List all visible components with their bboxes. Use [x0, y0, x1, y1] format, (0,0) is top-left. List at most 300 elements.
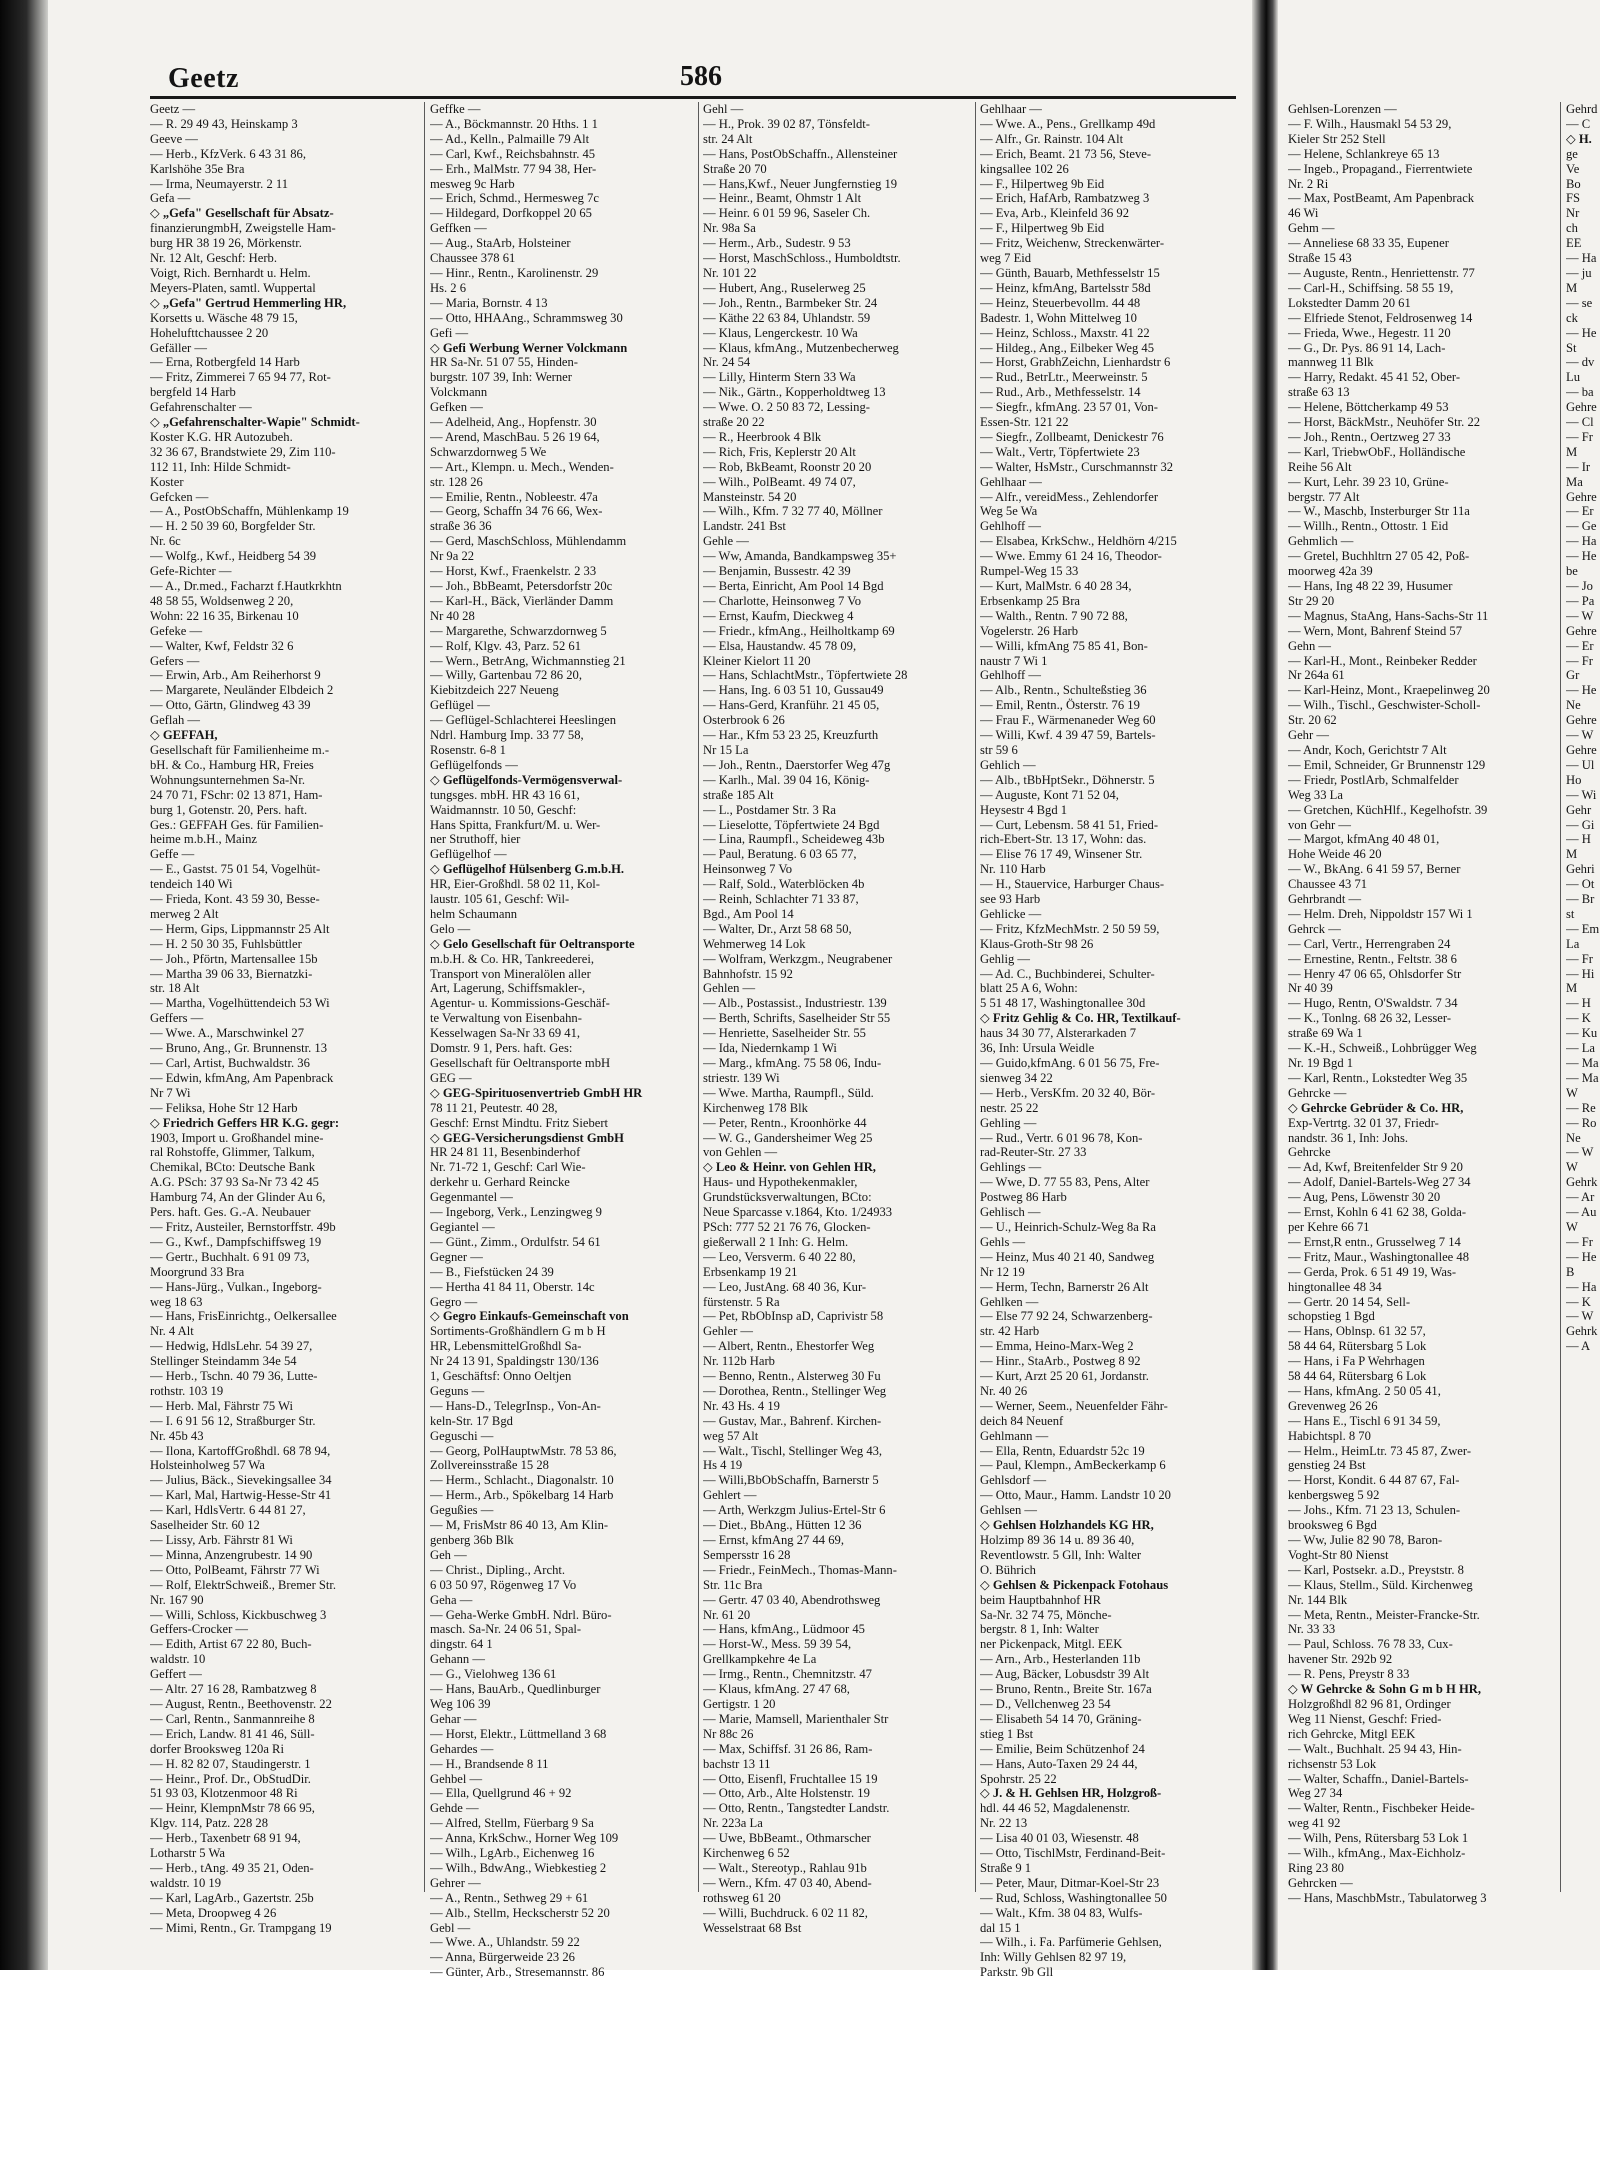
directory-entry-line: stieg 1 Bst [980, 1726, 1034, 1741]
directory-entry-line: — Elsa, Haustandw. 45 78 09, [703, 638, 857, 653]
directory-entry-line: 51 93 03, Klotzenmoor 48 Ri [150, 1786, 298, 1801]
directory-entry-line: — Rolf, Klgv. 43, Parz. 52 61 [430, 638, 581, 653]
directory-entry-line: — Arn., Arb., Hesterlanden 11b [980, 1652, 1141, 1667]
directory-entry-line: dorfer Brooksweg 120a Ri [150, 1741, 284, 1756]
directory-entry-line: Gefeke — [150, 623, 203, 638]
directory-entry-line: — H., Prok. 39 02 87, Tönsfeldt- [703, 116, 870, 131]
directory-entry-line: Nr. 71-72 1, Geschf: Carl Wie- [430, 1160, 586, 1175]
directory-entry-line: — Em [1566, 921, 1600, 936]
directory-entry-line: Gehrer — [430, 1875, 481, 1890]
directory-entry-line: str. 128 26 [430, 474, 483, 489]
directory-entry-line: Geetz — [150, 102, 196, 116]
directory-entry-line: — Fr [1566, 951, 1593, 966]
directory-entry-line: — Otto, TischlMstr, Ferdinand-Beit- [980, 1846, 1166, 1861]
directory-entry-line: Nr. 12 Alt, Geschf: Herb. [150, 251, 277, 266]
directory-entry-line: straße 20 22 [703, 415, 765, 430]
directory-entry-line: La [1566, 936, 1580, 951]
directory-entry-line: — Ot [1566, 877, 1595, 892]
directory-entry-line: Geffe — [150, 847, 195, 862]
column-rule [1560, 102, 1561, 1892]
directory-entry-line: Gehre [1566, 713, 1597, 728]
directory-entry-line: — Fr [1566, 429, 1593, 444]
directory-entry-line: Parkstr. 9b Gll [980, 1965, 1054, 1980]
directory-entry-line: — Rud, Schloss, Washingtonallee 50 [980, 1890, 1167, 1905]
directory-entry-line: Holsteinholweg 57 Wa [150, 1458, 265, 1473]
directory-entry-line: — Paul, Schloss. 76 78 33, Cux- [1288, 1637, 1453, 1652]
directory-entry-line: Reventlowstr. 5 Gll, Inh: Walter [980, 1547, 1142, 1562]
directory-entry-line: Weg 5e Wa [980, 504, 1038, 519]
directory-entry-line: Gehl — [703, 102, 744, 116]
directory-entry-line: Gehde — [430, 1801, 479, 1816]
directory-entry-line: Gehrcke [1288, 1145, 1331, 1160]
directory-entry-line: — Hans, BauArb., Quedlinburger [430, 1682, 601, 1697]
directory-entry-line: fürstenstr. 5 Ra [703, 1294, 780, 1309]
directory-entry-line: Holzimp 89 36 14 u. 89 36 40, [980, 1533, 1135, 1547]
directory-entry-line: — Horst, Kwf., Fraenkelstr. 2 33 [430, 564, 597, 579]
directory-entry-line: — Ernst, Kohln 6 41 62 38, Golda- [1288, 1205, 1467, 1220]
directory-entry-line: Erbsenkamp 25 Bra [980, 593, 1081, 608]
directory-entry-line: — Walt., Buchhalt. 25 94 43, Hin- [1288, 1741, 1462, 1756]
directory-entry-line: — Gerda, Prok. 6 51 49 19, Was- [1288, 1264, 1457, 1279]
directory-entry-line: — F., Hilpertweg 9b Eid [980, 176, 1105, 191]
directory-entry-line: bergstr. 8 1, Inh: Walter [980, 1622, 1099, 1637]
directory-entry-line: — Hans, Ing. 6 03 51 10, Gussau49 [703, 683, 884, 698]
directory-entry-line: M [1566, 280, 1578, 295]
directory-entry-line: Nr. 4 Alt [150, 1324, 194, 1339]
directory-entry-line: — Werner, Seem., Neuenfelder Fähr- [980, 1398, 1168, 1413]
directory-entry-line: — Gertr., Buchhalt. 6 91 09 73, [150, 1249, 310, 1264]
directory-entry-line: schopstieg 1 Bgd [1288, 1309, 1375, 1324]
directory-entry-line: Gesellschaft für Oeltransporte mbH [430, 1056, 611, 1070]
directory-entry-line: — Kurt, Arzt 25 20 61, Jordanstr. [980, 1369, 1149, 1384]
directory-entry-line: rad-Reuter-Str. 27 33 [980, 1145, 1087, 1160]
directory-entry-line: — Hertha 41 84 11, Oberstr. 14c [430, 1279, 595, 1294]
directory-entry-line: — Wwe. O. 2 50 83 72, Lessing- [703, 400, 870, 415]
directory-entry-line: Nr. 22 13 [980, 1816, 1028, 1831]
directory-entry-line: — Hans, i Fa P Wehrhagen [1288, 1354, 1425, 1369]
directory-entry-line: — Heinr, KlempnMstr 78 66 95, [150, 1801, 315, 1816]
directory-entry-line: tendeich 140 Wi [150, 877, 233, 892]
directory-entry-line: Gelo — [430, 921, 471, 936]
directory-entry-line: W [1566, 1160, 1578, 1175]
directory-entry-line: — Maria, Bornstr. 4 13 [430, 295, 548, 310]
directory-entry-line: — R. 29 49 43, Heinskamp 3 [150, 116, 298, 131]
directory-entry-line: Gefahrenschalter — [150, 400, 252, 415]
directory-entry-line: st [1566, 906, 1575, 921]
directory-entry-line: — F., Hilpertweg 9b Eid [980, 221, 1105, 236]
directory-entry-line: Gehls — [980, 1234, 1026, 1249]
directory-entry-line: — W. G., Gandersheimer Weg 25 [703, 1130, 873, 1145]
directory-entry-line: Holzgroßhdl 82 96 81, Ordinger [1288, 1696, 1451, 1711]
directory-entry-line: Bgd., Am Pool 14 [703, 906, 794, 921]
directory-entry-line: Str. 20 62 [1288, 713, 1337, 728]
directory-entry-line: — Walt., Stereotyp., Rahlau 91b [703, 1860, 867, 1875]
directory-entry-line: Moorgrund 33 Bra [150, 1264, 245, 1279]
page-number: 586 [680, 61, 722, 92]
directory-entry-line: — Klaus, Lengerckestr. 10 Wa [703, 325, 858, 340]
directory-entry-line: — Alfred, Stellm, Füerbarg 9 Sa [430, 1816, 594, 1831]
directory-entry-line: Gehlen — [703, 981, 756, 996]
directory-entry-line: — Walter, Schaffn., Daniel-Bartels- [1288, 1771, 1469, 1786]
directory-entry-line: — Benjamin, Bussestr. 42 39 [703, 564, 851, 579]
running-head: Geetz [168, 63, 239, 94]
directory-entry-line: — Lisa 40 01 03, Wiesenstr. 48 [980, 1831, 1139, 1846]
directory-entry-line: — Wilh., Tischl., Geschwister-Scholl- [1288, 698, 1481, 713]
directory-entry-line: Gehlhaar — [980, 102, 1042, 116]
directory-entry-line: — Karl, LagArb., Gazertstr. 25b [150, 1890, 314, 1905]
directory-entry-line: ◇ „Gefa" Gesellschaft für Absatz- [150, 206, 334, 221]
directory-entry-line: — Diet., BbAng., Hütten 12 36 [703, 1518, 862, 1533]
directory-entry-line: Ges.: GEFFAH Ges. für Familien- [150, 817, 324, 832]
directory-entry-line: Gehbel — [430, 1771, 483, 1786]
directory-entry-line: — Joh., BbBeamt, Petersdorfstr 20c [430, 579, 613, 593]
directory-entry-line: Gefken — [430, 400, 483, 415]
directory-entry-line: Postweg 86 Harb [980, 1190, 1067, 1205]
directory-entry-line: — Herb., Taxenbetr 68 91 94, [150, 1831, 301, 1846]
directory-entry-line: ◇ H. [1566, 131, 1592, 146]
directory-entry-line: Nr 40 39 [1288, 981, 1333, 996]
directory-entry-line: — Hans-D., TelegrInsp., Von-An- [430, 1398, 601, 1413]
directory-entry-line: ◇ Gehrcke Gebrüder & Co. HR, [1288, 1100, 1464, 1115]
directory-entry-line: — Willi, Kwf. 4 39 47 59, Bartels- [980, 728, 1156, 743]
directory-entry-line: ◇ „Gefahrenschalter-Wapie" Schmidt- [150, 415, 360, 430]
directory-entry-line: ch [1566, 221, 1578, 236]
directory-entry-line: weg 7 Eid [980, 251, 1032, 266]
directory-entry-line: rothsweg 61 20 [703, 1890, 781, 1905]
directory-entry-line: Zollvereinsstraße 15 28 [430, 1458, 549, 1473]
directory-entry-line: Weg 11 Nienst, Geschf: Fried- [1288, 1711, 1442, 1726]
directory-entry-line: — Marg., kfmAng. 75 58 06, Indu- [703, 1056, 882, 1070]
directory-entry-line: — Gretel, Buchhltrn 27 05 42, Poß- [1288, 549, 1470, 564]
directory-entry-line: — Bruno, Rentn., Breite Str. 167a [980, 1682, 1152, 1697]
directory-entry-line: — Otto, Arb., Alte Holstenstr. 19 [703, 1786, 870, 1801]
directory-entry-line: — Geflügel-Schlachterei Heeslingen [430, 713, 617, 728]
directory-entry-line: von Gehr — [1288, 817, 1351, 832]
directory-entry-line: Heysestr 4 Bgd 1 [980, 802, 1068, 817]
directory-entry-line: Gehlhoff — [980, 668, 1041, 683]
directory-entry-line: be [1566, 564, 1578, 579]
directory-entry-line: — Uwe, BbBeamt., Othmarscher [703, 1831, 871, 1846]
directory-entry-line: — Elisabeth 54 14 70, Gräning- [980, 1711, 1142, 1726]
directory-entry-line: — Heinz, Schloss., Maxstr. 41 22 [980, 325, 1150, 340]
directory-entry-line: — A [1566, 1339, 1591, 1354]
directory-entry-line: Nr 15 La [703, 742, 749, 757]
directory-entry-line: Bo [1566, 176, 1581, 191]
directory-entry-line: — W [1566, 728, 1594, 743]
scan-left-shadow [0, 0, 48, 1970]
directory-entry-line: Gertigstr. 1 20 [703, 1696, 776, 1711]
directory-entry-line: — Erich, HafArb, Rambatzweg 3 [980, 191, 1150, 206]
directory-entry-line: — Fritz, Zimmerei 7 65 94 77, Rot- [150, 370, 331, 385]
directory-entry-line: Hohe Weide 46 20 [1288, 847, 1382, 862]
directory-entry-line: — Hugo, Rentn, O'Swaldstr. 7 34 [1288, 996, 1458, 1011]
directory-entry-line: — Hans E., Tischl 6 91 34 59, [1288, 1413, 1441, 1428]
directory-entry-line: — Wilh, Pens, Rütersbarg 53 Lok 1 [1288, 1831, 1469, 1846]
directory-entry-line: Gesellschaft für Familienheime m.- [150, 742, 330, 757]
directory-entry-line: — Ha [1566, 534, 1597, 549]
directory-entry-line: — Erich, Beamt. 21 73 56, Steve- [980, 146, 1152, 161]
directory-entry-line: — Herb., tAng. 49 35 21, Oden- [150, 1860, 314, 1875]
directory-entry-line: — Siegfr., kfmAng. 23 57 01, Von- [980, 400, 1158, 415]
directory-entry-line: — Emil, Schneider, Gr Brunnenstr 129 [1288, 757, 1486, 772]
directory-entry-line: — Alb., Postassist., Industriestr. 139 [703, 996, 887, 1011]
directory-entry-line: ◇ GEG-Versicherungsdienst GmbH [430, 1130, 624, 1145]
directory-entry-line: — Ernst, kfmAng 27 44 69, [703, 1533, 844, 1547]
directory-entry-line: Nr. 43 Hs. 4 19 [703, 1398, 780, 1413]
directory-entry-line: — Geha-Werke GmbH. Ndrl. Büro- [430, 1607, 612, 1622]
directory-entry-line: — Auguste, Rentn., Henriettenstr. 77 [1288, 265, 1475, 280]
directory-entry-line: — Günth, Bauarb, Methfesselstr 15 [980, 265, 1160, 280]
directory-entry-line: 24 70 71, FSchr: 02 13 871, Ham- [150, 787, 323, 802]
directory-entry-line: Hamburg 74, An der Glinder Au 6, [150, 1190, 326, 1205]
directory-entry-line: — Wilh., BdwAng., Wiebkestieg 2 [430, 1860, 607, 1875]
directory-entry-line: Gehlken — [980, 1294, 1039, 1309]
directory-entry-line: see 93 Harb [980, 892, 1041, 907]
directory-entry-line: — Harry, Redakt. 45 41 52, Ober- [1288, 370, 1461, 385]
directory-entry-line: — Altr. 27 16 28, Rambatzweg 8 [150, 1682, 317, 1697]
directory-entry-line: Gehmlich — [1288, 534, 1354, 549]
directory-entry-line: waldstr. 10 [150, 1652, 206, 1667]
directory-entry-line: Spohrstr. 25 22 [980, 1771, 1057, 1786]
directory-entry-line: striestr. 139 Wi [703, 1070, 780, 1085]
directory-entry-line: — Erna, Rotbergfeld 14 Harb [150, 355, 300, 370]
directory-entry-line: Gehr [1566, 802, 1592, 817]
directory-entry-line: Reihe 56 Alt [1288, 459, 1352, 474]
directory-entry-line: — Erich, Schmd., Hermesweg 7c [430, 191, 599, 206]
directory-entry-line: straße 69 Wa 1 [1288, 1026, 1363, 1041]
directory-entry-line: gießerwall 2 1 Inh: G. Helm. [703, 1234, 849, 1249]
directory-entry-line: — Rolf, ElektrSchweiß., Bremer Str. [150, 1577, 337, 1592]
directory-entry-line: — Pa [1566, 593, 1595, 608]
directory-entry-line: — Wwe. A., Uhlandstr. 59 22 [430, 1935, 580, 1950]
directory-entry-line: — Ilona, KartoffGroßhdl. 68 78 94, [150, 1443, 331, 1458]
directory-entry-line: Erbsenkamp 19 21 [703, 1264, 798, 1279]
directory-entry-line: Gehlich — [980, 757, 1036, 772]
directory-entry-line: — Elfriede Stenot, Feldrosenweg 14 [1288, 310, 1473, 325]
directory-entry-line: — Herm, Gips, Lippmannstr 25 Alt [150, 921, 330, 936]
directory-entry-line: Ndrl. Hamburg Imp. 33 77 58, [430, 728, 584, 743]
directory-entry-line: — Karl-H., Mont., Reinbeker Redder [1288, 653, 1477, 668]
directory-entry-line: — Hans, FrisEinrichtg., Oelkersallee [150, 1309, 337, 1324]
directory-entry-line: 6 03 50 97, Rögenweg 17 Vo [430, 1577, 577, 1592]
directory-entry-line: Gehre [1566, 623, 1597, 638]
directory-entry-line: — Paul, Beratung. 6 03 65 77, [703, 847, 857, 862]
directory-entry-line: — Hedwig, HdlsLehr. 54 39 27, [150, 1339, 313, 1354]
directory-entry-line: — Käthe 22 63 84, Uhlandstr. 59 [703, 310, 871, 325]
directory-entry-line: — Wern., BetrAng, Wichmannstieg 21 [430, 653, 626, 668]
directory-entry-line: — Frau F., Wärmenaneder Weg 60 [980, 713, 1156, 728]
directory-entry-line: — Walter, HsMstr., Curschmannstr 32 [980, 459, 1174, 474]
directory-entry-line: — Ww, Julie 82 90 78, Baron- [1288, 1533, 1443, 1547]
directory-entry-line: Exp-Vertrtg. 32 01 37, Friedr- [1288, 1115, 1439, 1130]
directory-entry-line: 112 11, Inh: Hilde Schmidt- [150, 459, 291, 474]
directory-entry-line: — Ir [1566, 459, 1591, 474]
directory-entry-line: — H [1566, 832, 1591, 847]
directory-entry-line: — Willi,BbObSchaffn, Barnerstr 5 [703, 1473, 879, 1488]
column-rule [424, 102, 425, 1892]
directory-entry-line: Gehann — [430, 1652, 485, 1667]
directory-entry-line: — Wilh., LgArb., Eichenweg 16 [430, 1846, 595, 1861]
directory-entry-line: — Kurt, MalMstr. 6 40 28 34, [980, 579, 1132, 593]
directory-entry-line: — H., Stauervice, Harburger Chaus- [980, 877, 1165, 892]
directory-entry-line: — Guido,kfmAng. 6 01 56 75, Fre- [980, 1056, 1160, 1070]
directory-entry-line: — Helm. Dreh, Nippoldstr 157 Wi 1 [1288, 906, 1473, 921]
directory-entry-line: ◇ Gegro Einkaufs-Gemeinschaft von [430, 1309, 629, 1324]
directory-entry-line: — Curt, Lebensm. 58 41 51, Fried- [980, 817, 1159, 832]
directory-entry-line: 36, Inh: Ursula Weidle [980, 1041, 1095, 1056]
directory-entry-line: — Herb., VersKfm. 20 32 40, Bör- [980, 1085, 1156, 1100]
directory-entry-line: — Wolfg., Kwf., Heidberg 54 39 [150, 549, 317, 564]
directory-entry-line: — A., Dr.med., Facharzt f.Hautkrkhtn [150, 579, 342, 593]
directory-entry-line: — H [1566, 996, 1591, 1011]
directory-entry-line: — ba [1566, 385, 1594, 400]
directory-entry-line: — Ma [1566, 1056, 1599, 1070]
directory-entry-line: — Anna, Bürgerweide 23 26 [430, 1950, 575, 1965]
directory-entry-line: — Nik., Gärtn., Kopperholdtweg 13 [703, 385, 886, 400]
directory-entry-line: Schwarzdornweg 5 We [430, 444, 547, 459]
directory-entry-line: kingsallee 102 26 [980, 161, 1069, 176]
directory-entry-line: — Karlh., Mal. 39 04 16, König- [703, 772, 870, 787]
directory-entry-line: — Horst, GrabhZeichn, Lienhardstr 6 [980, 355, 1171, 370]
directory-entry-line: ◇ W Gehrcke & Sohn G m b H HR, [1288, 1682, 1482, 1697]
directory-entry-line: weg 18 63 [150, 1294, 203, 1309]
directory-entry-line: — Ad, Kwf, Breitenfelder Str 9 20 [1288, 1160, 1463, 1175]
directory-entry-line: Gehrbrandt — [1288, 892, 1362, 907]
directory-entry-line: — Er [1566, 504, 1594, 519]
directory-entry-line: Grundstücksverwaltungen, BCto: [703, 1190, 872, 1205]
directory-entry-line: finanzierungmbH, Zweigstelle Ham- [150, 221, 336, 236]
directory-entry-line: Ho [1566, 772, 1582, 787]
directory-entry-line: Str. 11c Bra [703, 1577, 763, 1592]
directory-entry-line: — A., Böckmannstr. 20 Hths. 1 1 [430, 116, 598, 131]
directory-entry-line: — Ar [1566, 1190, 1595, 1205]
directory-entry-line: EE [1566, 236, 1582, 251]
directory-entry-line: HR, Eier-Großhdl. 58 02 11, Kol- [430, 877, 600, 892]
directory-entry-line: Chaussee 378 61 [430, 251, 516, 266]
directory-entry-line: — R. Pens, Preystr 8 33 [1288, 1667, 1410, 1682]
directory-entry-line: — Carl, Vertr., Herrengraben 24 [1288, 936, 1451, 951]
directory-entry-line: Gr [1566, 668, 1580, 683]
directory-entry-line: Nr. 61 20 [703, 1607, 751, 1622]
directory-entry-line: Kirchenweg 178 Blk [703, 1100, 808, 1115]
directory-entry-line: HR 24 81 11, Besenbinderhof [430, 1145, 581, 1160]
directory-entry-line: Vogelerstr. 26 Harb [980, 623, 1079, 638]
directory-entry-line: — Fr [1566, 653, 1593, 668]
directory-entry-line: — Wwe, D. 77 55 83, Pens, Alter [980, 1175, 1150, 1190]
directory-entry-line: — Irma, Neumayerstr. 2 11 [150, 176, 289, 191]
directory-entry-line: — Peter, Rentn., Kroonhörke 44 [703, 1115, 867, 1130]
directory-entry-line: — Arth, Werkzgm Julius-Ertel-Str 6 [703, 1503, 886, 1518]
directory-entry-line: — W., Maschb, Insterburger Str 11a [1288, 504, 1470, 519]
directory-entry-line: Geffers-Crocker — [150, 1622, 249, 1637]
directory-entry-line: — Edwin, kfmAng, Am Papenbrack [150, 1070, 334, 1085]
directory-entry-line: weg 57 Alt [703, 1428, 759, 1443]
directory-entry-line: 58 44 64, Rütersbarg 5 Lok [1288, 1339, 1427, 1354]
directory-entry-line: — E., Gastst. 75 01 54, Vogelhüt- [150, 862, 321, 877]
directory-entry-line: — Hans, MaschbMstr., Tabulatorweg 3 [1288, 1890, 1487, 1905]
directory-entry-line: — Friedr., FeinMech., Thomas-Mann- [703, 1562, 897, 1577]
directory-entry-line: — Wi [1566, 787, 1597, 802]
directory-entry-line: — Ul [1566, 757, 1595, 772]
directory-entry-line: — Otto, Rentn., Tangstedter Landstr. [703, 1801, 890, 1816]
directory-entry-line: — Gertr. 47 03 40, Abendrothsweg [703, 1592, 881, 1607]
directory-entry-line: — Friedr, PostlArb, Schmalfelder [1288, 772, 1459, 787]
directory-entry-line: — Erich, Landw. 81 41 46, Süll- [150, 1726, 315, 1741]
directory-entry-line: — Lieselotte, Töpfertwiete 24 Bgd [703, 817, 880, 832]
directory-entry-line: Hohelufttchaussee 2 20 [150, 325, 269, 340]
right-page-column-partial [1566, 102, 1600, 1354]
directory-entry-line: — Hans, Oblnsp. 61 32 57, [1288, 1324, 1426, 1339]
directory-entry-line: Nr. 223a La [703, 1816, 763, 1831]
directory-entry-line: — Horst, MaschSchloss., Humboldtstr. [703, 251, 901, 266]
directory-entry-line: — Aug, Pens, Löwenstr 30 20 [1288, 1190, 1441, 1205]
directory-entry-line: — Ha [1566, 251, 1597, 266]
directory-entry-line: straße 36 36 [430, 519, 492, 534]
directory-entry-line: Geschf: Ernst Mindtu. Fritz Siebert [430, 1115, 609, 1130]
directory-entry-line: — Max, PostBeamt, Am Papenbrack [1288, 191, 1475, 206]
directory-entry-line: Klgv. 114, Patz. 228 28 [150, 1816, 268, 1831]
directory-column-5 [1288, 102, 1556, 1906]
directory-entry-line: Hs 4 19 [703, 1458, 743, 1473]
directory-entry-line: Sortiments-Großhändlern G m b H [430, 1324, 606, 1339]
directory-entry-line: — Heinz, Steuerbevollm. 44 48 [980, 295, 1141, 310]
directory-entry-line: nestr. 25 22 [980, 1100, 1039, 1115]
directory-entry-line: moorweg 42a 39 [1288, 564, 1373, 579]
directory-entry-line: — Julius, Bäck., Sievekingsallee 34 [150, 1473, 332, 1488]
directory-entry-line: — Anneliese 68 33 35, Eupener [1288, 236, 1449, 251]
directory-entry-line: — Wwe. A., Pens., Grellkamp 49d [980, 116, 1156, 131]
directory-column-4 [980, 102, 1242, 1980]
directory-entry-line: Wohn: 22 16 35, Birkenau 10 [150, 608, 299, 623]
directory-entry-line: — Walt., Tischl, Stellinger Weg 43, [703, 1443, 883, 1458]
directory-entry-line: str. 42 Harb [980, 1324, 1040, 1339]
directory-entry-line: Gehler — [703, 1324, 754, 1339]
directory-entry-line: — Wilh., i. Fa. Parfümerie Gehlsen, [980, 1935, 1162, 1950]
directory-entry-line: deich 84 Neuenf [980, 1413, 1064, 1428]
directory-entry-line: — Ha [1566, 1279, 1597, 1294]
directory-entry-line: — Henry 47 06 65, Ohlsdorfer Str [1288, 966, 1462, 981]
directory-entry-line: — Else 77 92 24, Schwarzenberg- [980, 1309, 1153, 1324]
directory-entry-line: ◇ GEFFAH, [150, 728, 218, 743]
directory-entry-line: — Fritz, Weichenw, Streckenwärter- [980, 236, 1165, 251]
directory-entry-line: Karlshöhe 35e Bra [150, 161, 245, 176]
directory-entry-line: bH. & Co., Hamburg HR, Freies [150, 757, 314, 772]
directory-entry-line: 46 Wi [1288, 206, 1319, 221]
directory-entry-line: — Adelheid, Ang., Hopfenstr. 30 [430, 415, 597, 430]
header-rule [150, 96, 1236, 99]
directory-entry-line: rothstr. 103 19 [150, 1383, 224, 1398]
directory-entry-line: — Günt., Zimm., Ordulfstr. 54 61 [430, 1234, 601, 1249]
directory-entry-line: — G., Vielohweg 136 61 [430, 1667, 557, 1682]
directory-entry-line: — U., Heinrich-Schulz-Weg 8a Ra [980, 1219, 1156, 1234]
directory-entry-line: Nr. 112b Harb [703, 1354, 775, 1369]
directory-entry-line: ner Pickenpack, Mitgl. EEK [980, 1637, 1123, 1652]
directory-entry-line: — Alfr., Gr. Rainstr. 104 Alt [980, 131, 1124, 146]
directory-entry-line: Weg 33 La [1288, 787, 1343, 802]
directory-entry-line: — Eva, Arb., Kleinfeld 36 92 [980, 206, 1129, 221]
directory-entry-line: — Re [1566, 1100, 1596, 1115]
directory-entry-line: — Heinz, kfmAng, Bartelsstr 58d [980, 280, 1151, 295]
directory-entry-line: — Rud., Arb., Methfesselstr. 14 [980, 385, 1141, 400]
directory-entry-line: GEG — [430, 1070, 472, 1085]
directory-entry-line: — Herm., Arb., Spökelbarg 14 Harb [430, 1488, 614, 1503]
directory-entry-line: — Horst, Kondit. 6 44 87 67, Fal- [1288, 1473, 1460, 1488]
directory-entry-line: — Heinr., Prof. Dr., ObStudDir. [150, 1771, 311, 1786]
directory-entry-line: Nr 24 13 91, Spaldingstr 130/136 [430, 1354, 599, 1369]
directory-entry-line: Ma [1566, 474, 1583, 489]
directory-entry-line: Gehardes — [430, 1741, 494, 1756]
directory-entry-line: — Georg, PolHauptwMstr. 78 53 86, [430, 1443, 617, 1458]
